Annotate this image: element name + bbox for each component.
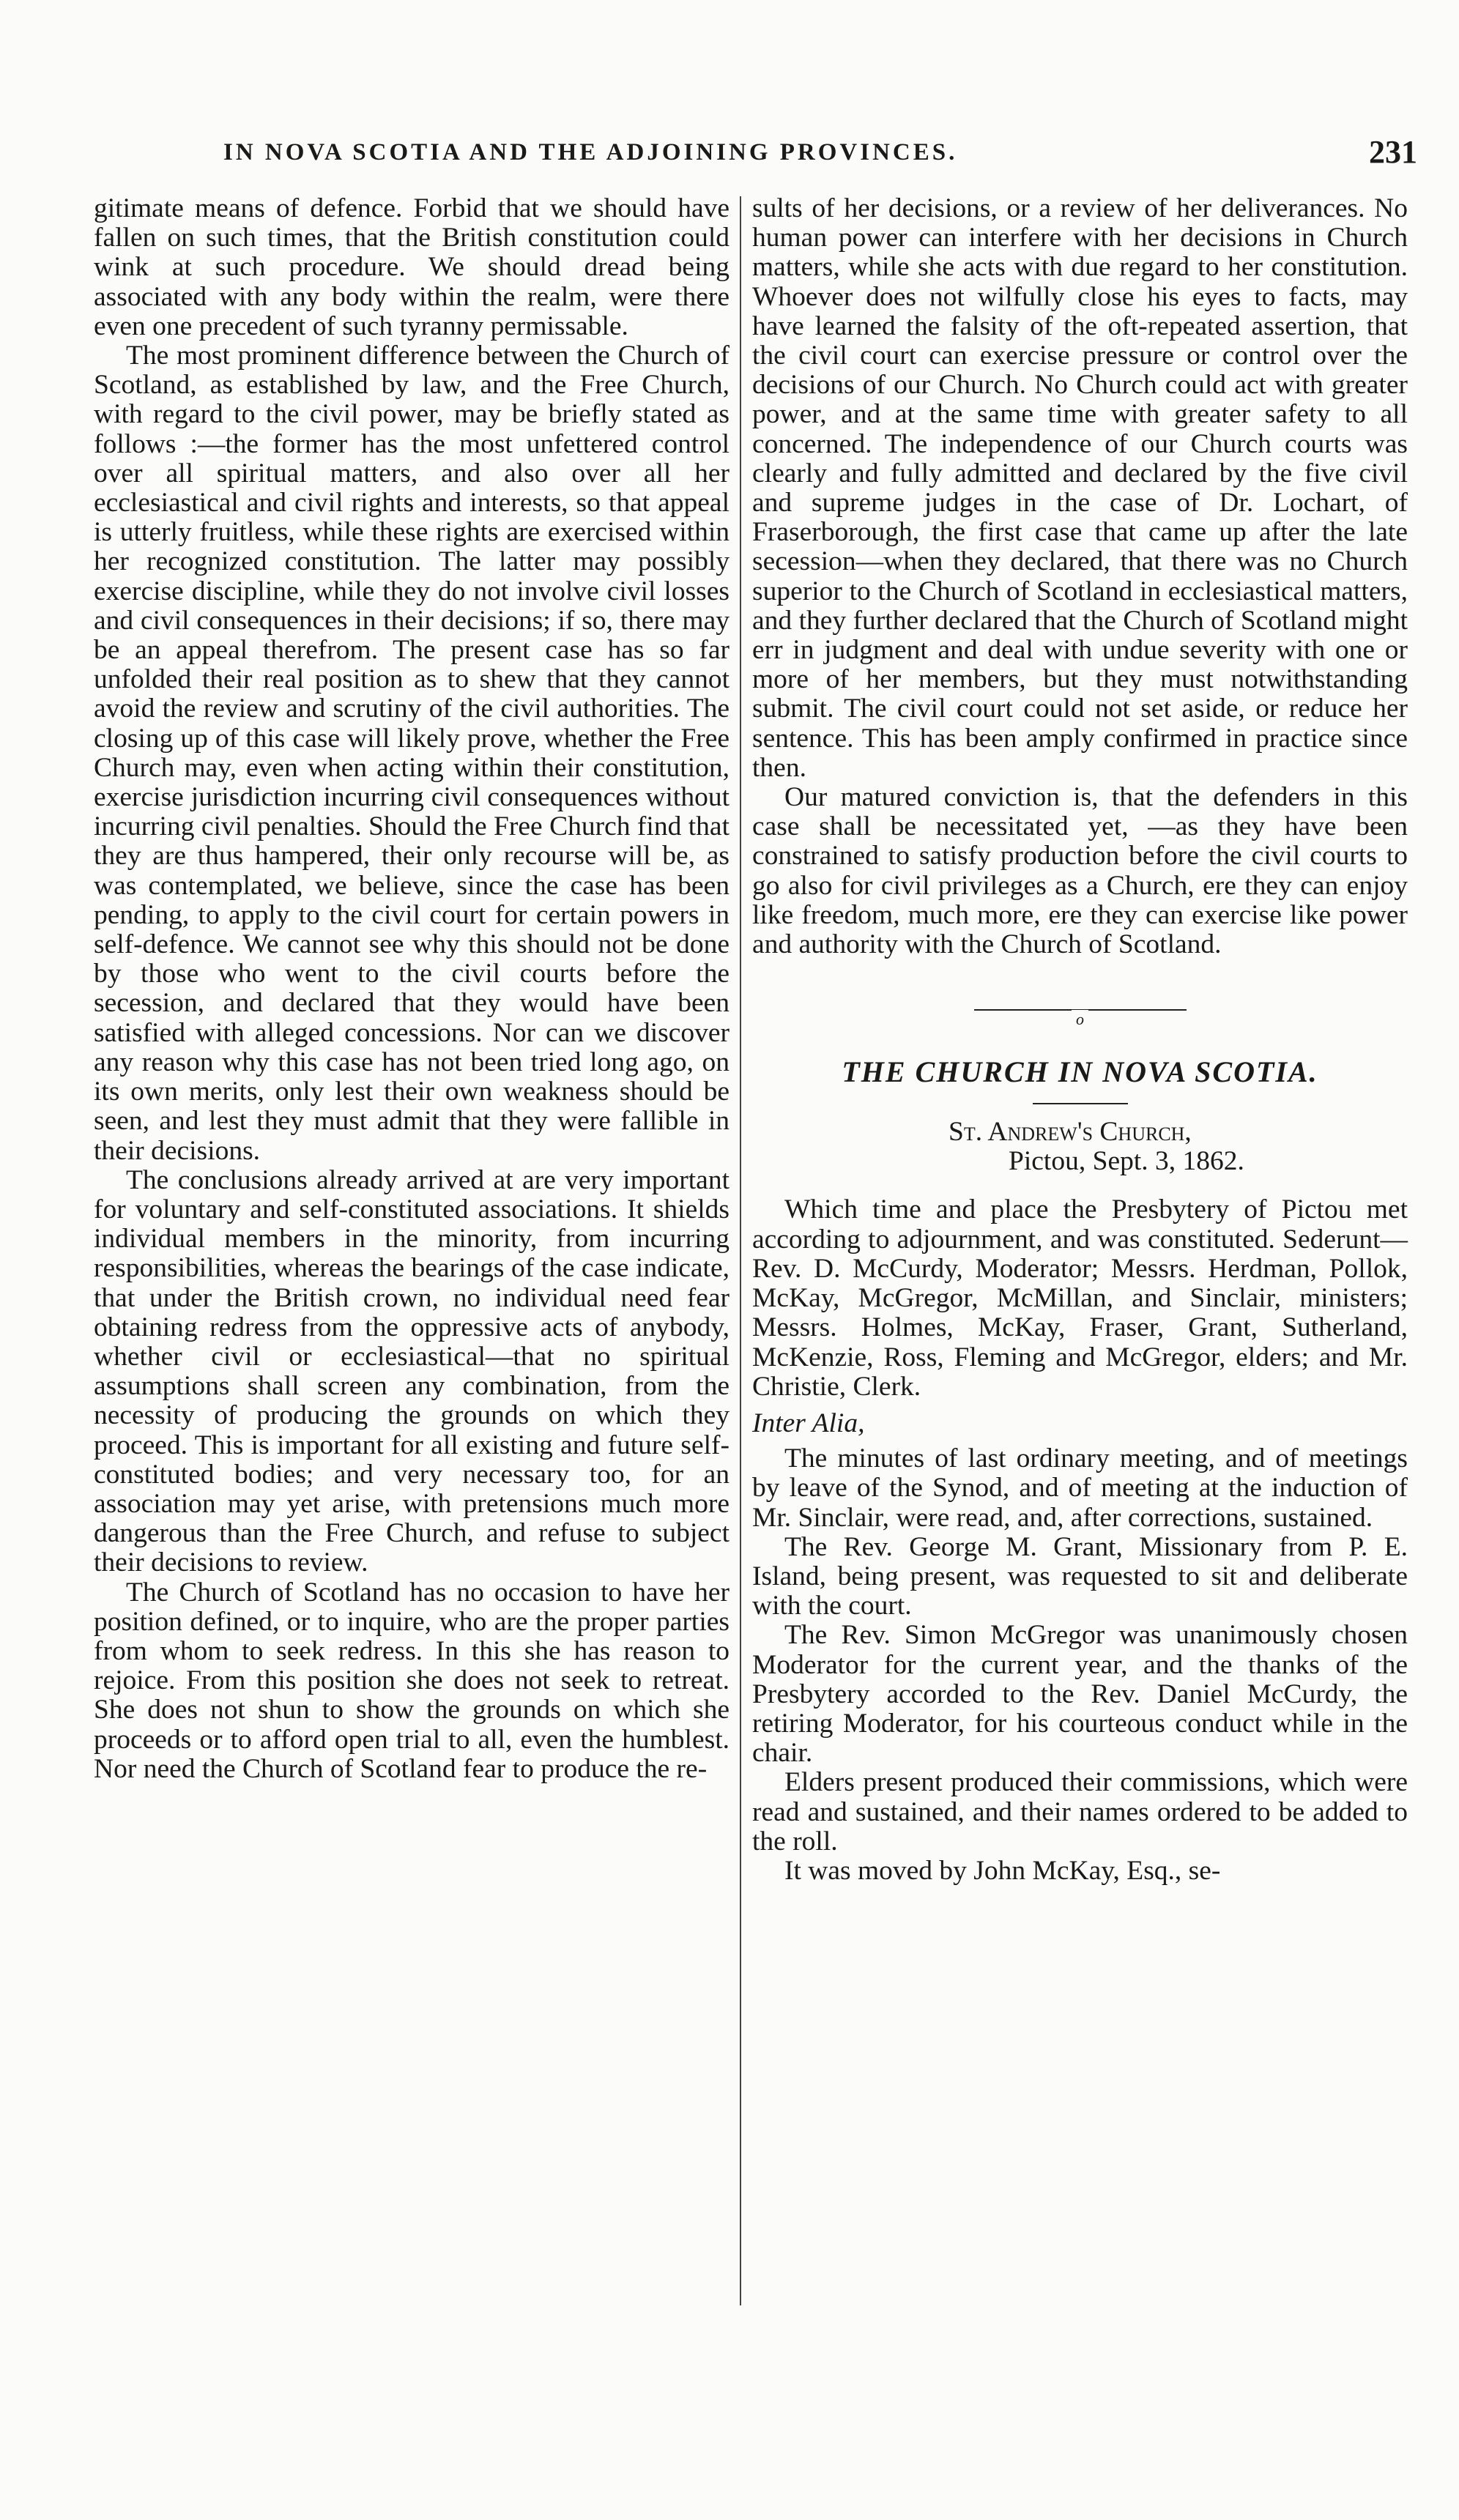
paragraph: The Rev. Simon McGregor was unanimously chosen Moderator for the current year, and the thanks of the Presbytery accorded to the Rev. Daniel McCurdy, the retiring Moderator, for his courteous conduct while in the chair. (752, 1620, 1408, 1769)
page-number: 231 (1369, 134, 1417, 170)
running-title: IN NOVA SCOTIA AND THE ADJOINING PROVINCES. (223, 139, 958, 166)
paragraph: The Church of Scotland has no occasion to have her position defined, or to inquire, who are the proper parties from whom to seek redress. In this she has reason to rejoice. From this position she does not seek to retreat. She does not shun to show the grounds on which she proceeds or to afford open trial to all, even the humblest. Nor need the Church of Scotland fear to produce the re- (94, 1577, 730, 1784)
section-title: THE CHURCH IN NOVA SCOTIA. (842, 1055, 1318, 1089)
running-head (99, 133, 1417, 185)
right-column (752, 194, 1408, 1886)
title-rule (1033, 1103, 1128, 1104)
paragraph: sults of her decisions, or a review of her deliverances. No human power can interfere with her decisions in Church matters, while she acts with due regard to her constitution. Whoever does not wilfully close his eyes to facts, may have learned the falsity of the oft-repeated assertion, that the civil court can exercise pressure or control over the decisions of our Church. No Church could act with greater power, and at the same time with greater safety to all concerned. The independence of our Church courts was clearly and fully admitted and declared by the five civil and supreme judges in the case of Dr. Lochart, of Fraserborough, the first case that came up after the late secession—when they declared, that there was no Church superior to the Church of Scotland in ecclesiastical matters, and they further declared that the Church of Scotland might err in judgment and deal with undue severity with one or more of her members, but they must notwithstanding submit. The civil court could not set aside, or reduce her sentence. This has been amply confirmed in practice since then. (752, 193, 1408, 783)
dateline (935, 1118, 1408, 1176)
paragraph: Which time and place the Presbytery of Pictou met according to adjournment, and was constituted. Sederunt—Rev. D. McCurdy, Moderator; Messrs. Herdman, Pollok, McKay, McGregor, McMillan, and Sinclair, ministers; Messrs. Holmes, McKay, Fraser, Grant, Sutherland, McKenzie, Ross, Fleming and McGregor, elders; and Mr. Christie, Clerk. (752, 1194, 1408, 1402)
paragraph: It was moved by John McKay, Esq., se- (784, 1855, 1221, 1886)
paragraph: Elders present produced their commissions, which were read and sustained, and their names ordered to be added to the roll. (752, 1767, 1408, 1856)
section-separator (974, 1002, 1187, 1029)
paragraph: The Rev. George M. Grant, Missionary from P. E. Island, being present, was requested to sit and deliberate with the court. (752, 1531, 1408, 1621)
paragraph: The conclusions already arrived at are very important for voluntary and self-constituted associations. It shields individual members in the minority, from incurring responsibilities, whereas the bearings of the case indicate, that under the British crown, no individual need fear obtaining redress from the oppressive acts of anybody, whether civil or ecclesiastical—that no spiritual assumptions shall screen any combination, from the necessity of producing the grounds on which they proceed. This is important for all existing and future self-constituted bodies; and very necessary too, for an association may yet arise, with pretensions much more dangerous than the Free Church, and refuse to subject their decisions to review. (94, 1164, 730, 1578)
paragraph: Our matured conviction is, that the defenders in this case shall be necessitated yet, —as they have been constrained to satisfy production before the civil courts to go also for civil privileges as a Church, ere they can enjoy like freedom, much more, ere they can exercise like power and authority with the Church of Scotland. (752, 782, 1408, 960)
paragraph: The minutes of last ordinary meeting, and of meetings by leave of the Synod, and of meeting at the induction of Mr. Sinclair, were read, and, after corrections, sustained. (752, 1443, 1408, 1533)
left-column (94, 194, 730, 1784)
paragraph: The most prominent difference between the Church of Scotland, as established by law, and the Free Church, with regard to the civil power, may be briefly stated as follows :—the former has the most unfettered control over all spiritual matters, and also over all her ecclesiastical and civil rights and interests, so that appeal is utterly fruitless, while these rights are exercised within her recognized constitution. The latter may possibly exercise discipline, while they do not involve civil losses and civil consequences in their decisions; if so, there may be an appeal therefrom. The present case has so far unfolded their real position as to shew that they cannot avoid the review and scrutiny of the civil authorities. The closing up of this case will likely prove, whether the Free Church may, even when acting within their constitution, exercise jurisdiction incurring civil consequences without incurring civil penalties. Should the Free Church find that they are thus hampered, their only recourse will be, as was contemplated, we believe, since the case has been pending, to apply to the civil court for certain powers in self-defence. We cannot see why this should not be done by those who went to the civil courts before the secession, and declared that they would have been satisfied with alleged concessions. Nor can we discover any reason why this case has not been tried long ago, on its own merits, only lest their own weakness should be seen, and lest they must admit that they were fallible in their decisions. (94, 341, 730, 1166)
dateline-date: Pictou, Sept. 3, 1862. (1009, 1146, 1244, 1177)
separator-mark: o (1072, 1010, 1088, 1028)
inter-alia: Inter Alia, (752, 1408, 865, 1438)
paragraph: gitimate means of defence. Forbid that we should have fallen on such times, that the British constitution could wink at such procedure. We should dread being associated with any body within the realm, were there even one precedent of such tyranny permissable. (94, 193, 730, 341)
dateline-place: St. Andrew's Church, (948, 1117, 1192, 1148)
column-divider (740, 196, 741, 2305)
